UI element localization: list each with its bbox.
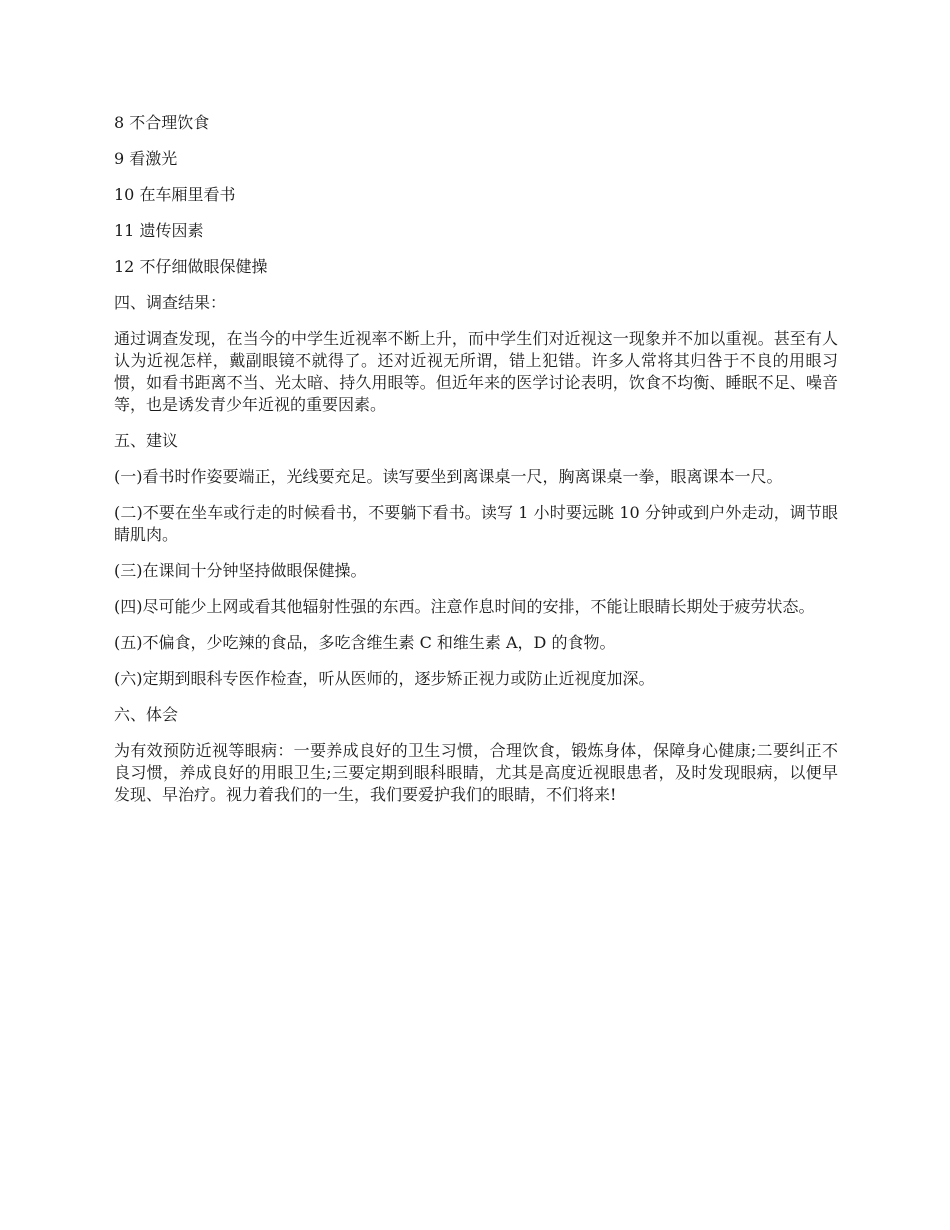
- suggestion-item: (六)定期到眼科专医作检查，听从医师的，逐步矫正视力或防止近视度加深。: [114, 669, 655, 688]
- suggestion-item: (二)不要在坐车或行走的时候看书，不要躺下看书。读写 1 小时要远眺 10 分钟或到户外走动，调节眼睛肌肉。: [114, 503, 838, 544]
- list-item: 8 不合理饮食: [114, 113, 210, 132]
- suggestion-item: (四)尽可能少上网或看其他辐射性强的东西。注意作息时间的安排，不能让眼睛长期处于疲劳状态。: [114, 597, 815, 616]
- list-item: 9 看激光: [114, 149, 178, 168]
- section-heading-results: 四、调查结果：: [114, 293, 227, 312]
- list-item: 10 在车厢里看书: [114, 185, 236, 204]
- list-item: 12 不仔细做眼保健操: [114, 257, 268, 276]
- paragraph-reflection: 为有效预防近视等眼病：一要养成良好的卫生习惯，合理饮食，锻炼身体，保障身心健康;二要纠正不良习惯，养成良好的用眼卫生;三要定期到眼科眼睛，尤其是高度近视眼患者，及时发现眼病，以便早发现、早治疗。视力着我们的一生，我们要爱护我们的眼睛，不们将来!: [114, 741, 838, 804]
- suggestion-item: (三)在课间十分钟坚持做眼保健操。: [114, 561, 367, 580]
- section-heading-reflection: 六、体会: [114, 705, 179, 724]
- paragraph-results: 通过调查发现，在当今的中学生近视率不断上升，而中学生们对近视这一现象并不加以重视。甚至有人认为近视怎样，戴副眼镜不就得了。还对近视无所谓，错上犯错。许多人常将其归咎于不良的用眼习惯，如看书距离不当、光太暗、持久用眼等。但近年来的医学讨论表明，饮食不均衡、睡眠不足、噪音等，也是诱发青少年近视的重要因素。: [114, 329, 838, 414]
- suggestion-item: (一)看书时作姿要端正，光线要充足。读写要坐到离课桌一尺，胸离课桌一拳，眼离课本一尺。: [114, 467, 783, 486]
- list-item: 11 遗传因素: [114, 221, 204, 240]
- document-body: [114, 112, 838, 820]
- suggestion-item: (五)不偏食，少吃辣的食品，多吃含维生素 C 和维生素 A，D 的食物。: [114, 633, 616, 652]
- section-heading-suggestions: 五、建议: [114, 431, 179, 450]
